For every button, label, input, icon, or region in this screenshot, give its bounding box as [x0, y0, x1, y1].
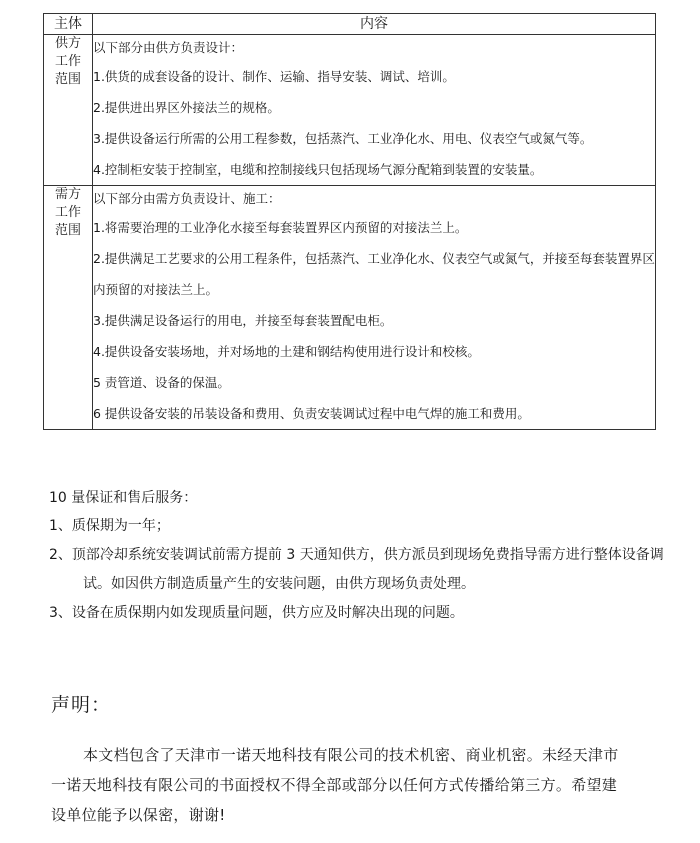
- subject-line: 范围: [54, 72, 81, 87]
- warranty-item: 3、设备在质保期内如发现质量问题，供方应及时解决出现的问题。: [49, 605, 464, 621]
- buyer-item: 4.提供设备安装场地，并对场地的土建和钢结构使用进行设计和校核。: [93, 344, 480, 359]
- supplier-subject-cell: [44, 35, 93, 186]
- buyer-row: [44, 186, 656, 430]
- warranty-heading: 10 量保证和售后服务：: [49, 490, 198, 506]
- buyer-item: 3.提供满足设备运行的用电，并接至每套装置配电柜。: [93, 313, 393, 328]
- buyer-intro: 以下部分由需方负责设计、施工：: [93, 191, 281, 206]
- declaration-body: 本文档包含了天津市一诺天地科技有限公司的技术机密、商业机密。未经天津市一诺天地科技有限公司的书面授权不得全部或部分以任何方式传播给第三方。希望建设单位能予以保密，谢谢!: [51, 746, 619, 824]
- supplier-content-cell: [93, 35, 656, 186]
- subject-line: 供方: [54, 36, 81, 51]
- subject-line: 需方: [54, 187, 81, 202]
- buyer-item: 6 提供设备安装的吊装设备和费用、负责安装调试过程中电气焊的施工和费用。: [93, 406, 530, 421]
- scope-table: [43, 13, 656, 430]
- subject-line: 工作: [54, 54, 81, 69]
- supplier-row: [44, 35, 656, 186]
- buyer-item: 2.提供满足工艺要求的公用工程条件，包括蒸汽、工业净化水、仪表空气或氮气，并接至每套装置界区内预留的对接法兰上。: [93, 251, 655, 297]
- supplier-item: 2.提供进出界区外接法兰的规格。: [93, 100, 280, 115]
- subject-header: 主体: [44, 14, 93, 35]
- supplier-intro: 以下部分由供方负责设计：: [93, 40, 244, 55]
- warranty-section: [49, 484, 669, 628]
- buyer-subject-cell: [44, 186, 93, 430]
- subject-line: 范围: [54, 223, 81, 238]
- supplier-item: 4.控制柜安装于控制室，电缆和控制接线只包括现场气源分配箱到装置的安装量。: [93, 162, 543, 177]
- content-header: 内容: [93, 14, 656, 35]
- buyer-content-cell: [93, 186, 656, 430]
- supplier-item: 1.供货的成套设备的设计、制作、运输、指导安装、调试、培训。: [93, 69, 455, 84]
- supplier-item: 3.提供设备运行所需的公用工程参数，包括蒸汽、工业净化水、用电、仪表空气或氮气等。: [93, 131, 593, 146]
- subject-line: 工作: [54, 205, 81, 220]
- warranty-item: 2、顶部冷却系统安装调试前需方提前 3 天通知供方，供方派员到现场免费指导需方进行整体设备调试。如因供方制造质量产生的安装问题，由供方现场负责处理。: [49, 547, 664, 592]
- buyer-item: 5 责管道、设备的保温。: [93, 375, 230, 390]
- table-header-row: [44, 14, 656, 35]
- warranty-item: 1、质保期为一年；: [49, 518, 170, 534]
- declaration-title: 声明：: [51, 694, 112, 716]
- buyer-item: 1.将需要治理的工业净化水接至每套装置界区内预留的对接法兰上。: [93, 220, 468, 235]
